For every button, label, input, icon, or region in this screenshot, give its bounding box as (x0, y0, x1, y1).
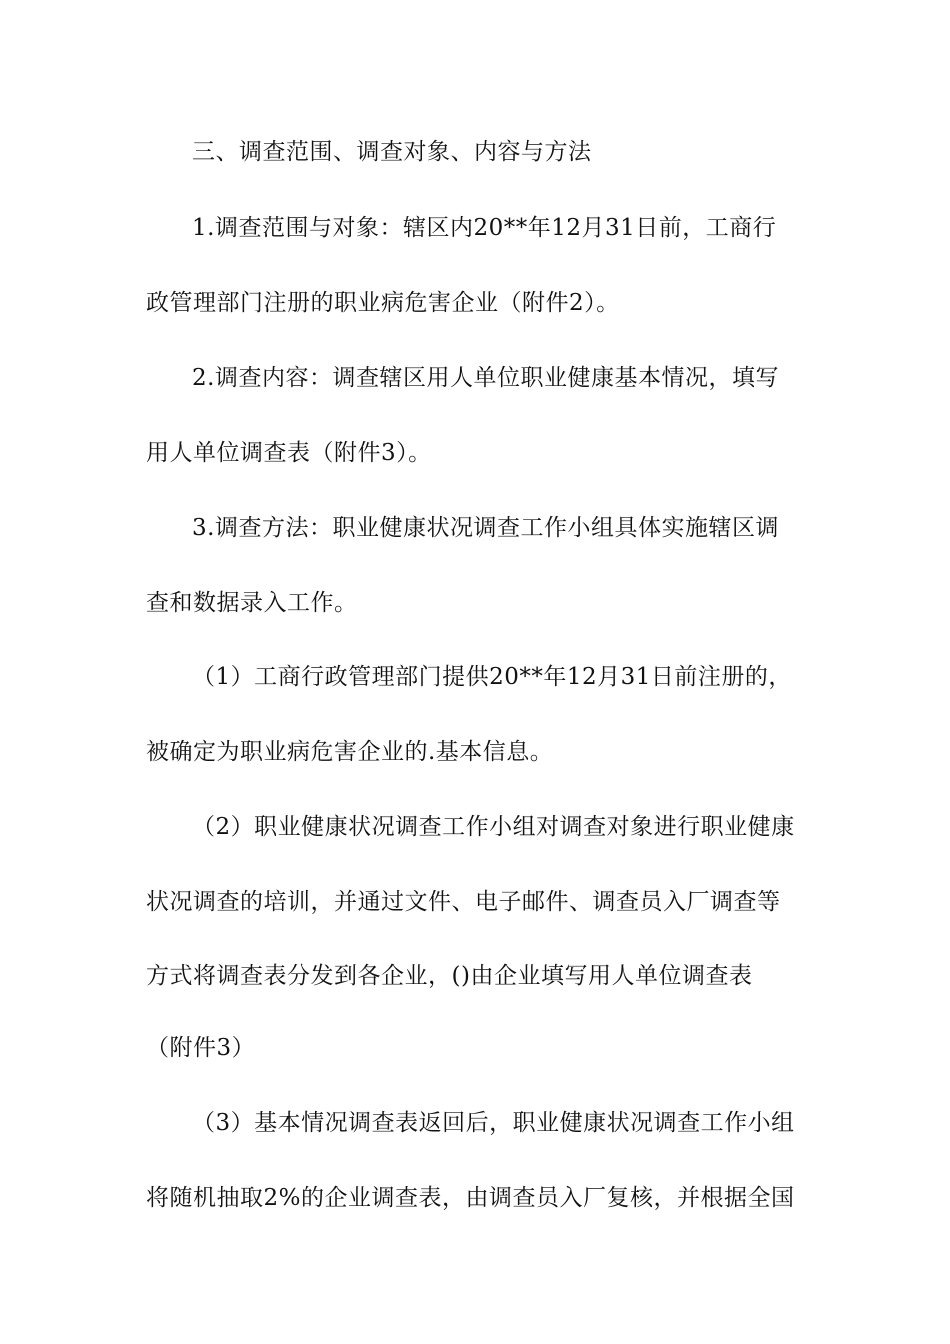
item-2-line-2: 状况调查的培训，并通过文件、电子邮件、调查员入厂调查等 (146, 889, 781, 915)
item-1-line-2: 被确定为职业病危害企业的.基本信息。 (146, 739, 554, 765)
section-heading: 三、调查范围、调查对象、内容与方法 (192, 139, 592, 165)
item-1-line-1: （1）工商行政管理部门提供20**年12月31日前注册的， (192, 664, 792, 690)
paragraph-method-line-1: 3.调查方法：职业健康状况调查工作小组具体实施辖区调 (192, 515, 779, 541)
item-3-line-2: 将随机抽取2%的企业调查表，由调查员入厂复核，并根据全国 (146, 1185, 795, 1211)
paragraph-content-line-1: 2.调查内容：调查辖区用人单位职业健康基本情况，填写 (192, 365, 779, 391)
paragraph-scope-line-2: 政管理部门注册的职业病危害企业（附件2）。 (146, 290, 620, 316)
paragraph-content-line-2: 用人单位调查表（附件3）。 (146, 440, 432, 466)
item-2-line-4: （附件3） (146, 1035, 256, 1061)
item-3-line-1: （3）基本情况调查表返回后，职业健康状况调查工作小组 (192, 1110, 795, 1136)
paragraph-method-line-2: 查和数据录入工作。 (146, 590, 358, 616)
item-2-line-1: （2）职业健康状况调查工作小组对调查对象进行职业健康 (192, 814, 795, 840)
item-2-line-3: 方式将调查表分发到各企业，()由企业填写用人单位调查表 (146, 963, 753, 989)
paragraph-scope-line-1: 1.调查范围与对象：辖区内20**年12月31日前，工商行 (192, 215, 777, 241)
